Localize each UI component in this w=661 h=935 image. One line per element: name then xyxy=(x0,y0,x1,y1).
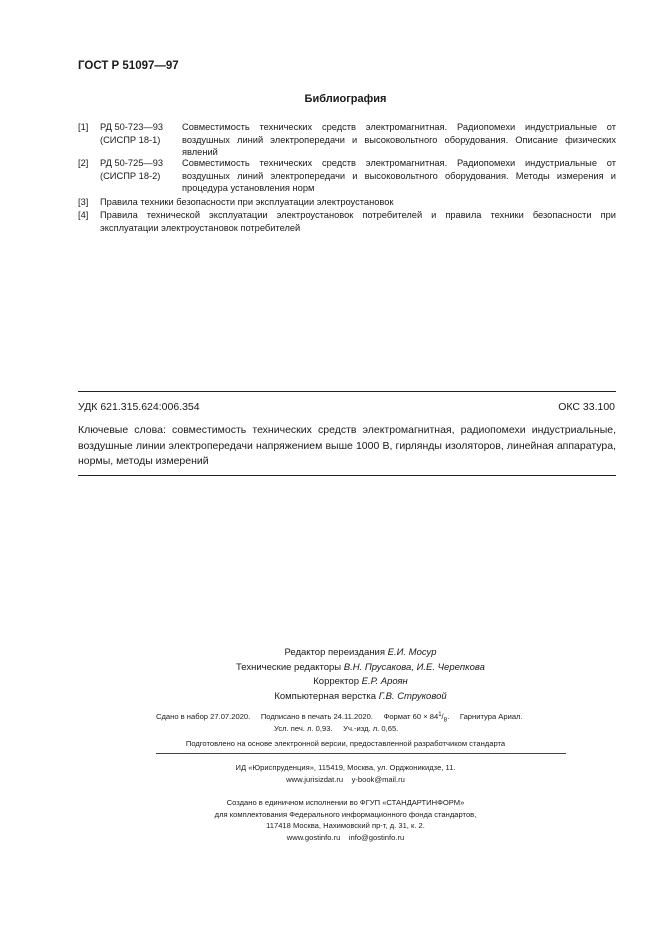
publisher-site-link[interactable]: www.jurisizdat.ru xyxy=(286,774,344,784)
print-sheets: Усл. печ. л. 0,93. xyxy=(274,724,333,733)
divider-top xyxy=(78,391,616,392)
paper-format: Формат $60 \times 84^1/_8$. xyxy=(383,712,450,724)
printer-line-3: 117418 Москва, Нахимовский пр-т, д. 31, к. 2. xyxy=(266,821,425,830)
credit-proofreader: Корректор Е.Р. Ароян xyxy=(313,676,408,688)
publisher-sheets: Уч.-изд. л. 0,65. xyxy=(343,724,399,733)
reference-number: [1] xyxy=(78,122,89,132)
printer-line-2: для комплектования Федерального информационного фонда стандартов, xyxy=(214,809,477,819)
credit-tech-editors: Технические редакторы В.Н. Прусакова, И.Е. Черепкова xyxy=(236,661,485,673)
bibliography-title: Библиография xyxy=(304,93,387,105)
divider-thin xyxy=(156,753,566,754)
document-header: ГОСТ Р 51097—97 xyxy=(78,60,179,72)
printer-site-link[interactable]: www.gostinfo.ru xyxy=(286,832,341,842)
publisher-address: ИД «Юриспруденция», 115419, Москва, ул. Орджоникидзе, 11. xyxy=(235,763,456,772)
reference-text: Совместимость технических средств электромагнитная. Радиопомехи индустриальные от воздушных линий электропередачи и высоковольтного оборудования. Методы измерения и процедура установления норм xyxy=(182,158,616,193)
printer-contacts xyxy=(30,832,661,844)
reference-code: РД 50-725—93 (СИСПР 18-2) xyxy=(100,158,164,181)
reference-code: РД 50-723—93 (СИСПР 18-1) xyxy=(100,122,164,145)
reference-number: [3] xyxy=(78,197,89,207)
oks-code: ОКС 33.100 xyxy=(558,401,615,413)
reference-text: Совместимость технических средств электромагнитная. Радиопомехи индустриальные от воздушных линий электропередачи и высоковольтного оборудования. Описание физических явлений xyxy=(182,122,616,157)
publisher-block xyxy=(0,762,661,785)
prepared-note: Подготовлено на основе электронной версии, предоставленной разработчиком стандарта xyxy=(185,739,506,748)
reference-number: [4] xyxy=(78,210,89,220)
printer-block xyxy=(0,797,661,843)
credit-editor: Редактор переиздания Е.И. Мосур xyxy=(284,647,437,658)
printer-line-1: Создано в единичном исполнении во ФГУП «СТАНДАРТИНФОРМ» xyxy=(226,798,465,807)
reference-text: Правила технической эксплуатации электроустановок потребителей и правила техники безопасности при эксплуатации электроустановок потребителей xyxy=(100,210,616,233)
divider-bottom xyxy=(78,475,616,476)
publisher-contacts xyxy=(30,774,661,786)
credit-layout: Компьютерная верстка Г.В. Струковой xyxy=(274,690,447,702)
signed-for-print: Подписано в печать 24.11.2020. xyxy=(260,712,373,721)
sent-to-typesetting: Сдано в набор 27.07.2020. xyxy=(156,712,251,721)
credits-block xyxy=(0,646,661,704)
bibliography-item-4 xyxy=(78,209,616,234)
udk-code: УДК 621.315.624:006.354 xyxy=(78,401,200,413)
printer-email-link[interactable]: info@gostinfo.ru xyxy=(348,832,405,842)
bibliography-item-2 xyxy=(78,157,616,195)
reference-number: [2] xyxy=(78,158,89,168)
bibliography-item-3 xyxy=(78,196,616,209)
typeface: Гарнитура Ариал. xyxy=(459,712,523,721)
publisher-email-link[interactable]: y-book@mail.ru xyxy=(351,774,405,784)
bibliography-item-1 xyxy=(78,121,616,159)
publishing-row-2 xyxy=(274,723,398,735)
reference-text: Правила техники безопасности при эксплуатации электроустановок xyxy=(100,197,394,207)
keywords: Ключевые слова: совместимость технических средств электромагнитная, радиопомехи индустриальные, воздушные линии электропередачи напряжением выше 1000 В, гирлянды изоляторов, линейная аппаратура, нормы, методы измерений xyxy=(78,424,616,468)
